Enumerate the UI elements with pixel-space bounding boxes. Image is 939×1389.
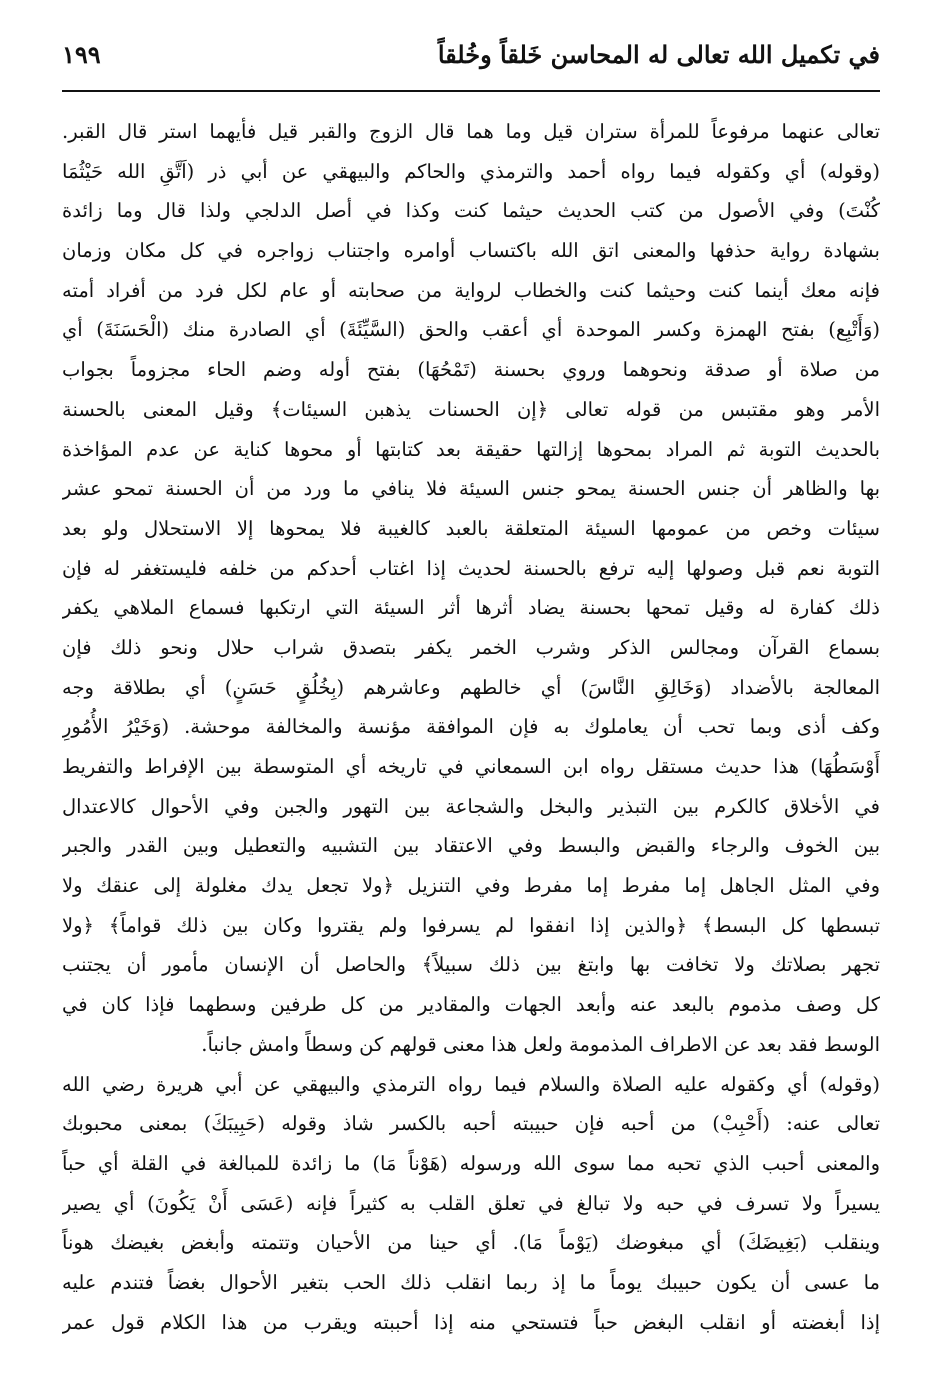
text-line: في الأخلاق كالكرم بين التبذير والبخل والشجاعة بين التهور والجبن وفي الأحوال كالاعتدال bbox=[62, 794, 880, 818]
text-line: كل وصف مذموم بالبعد عنه وأبعد الجهات والمقادير من كل طرفين وسطهما فإذا كان في bbox=[62, 993, 880, 1017]
text-line: أَوْسَطُهَا) هذا حديث مستقل رواه ابن السمعاني في تاريخه أي المتوسطة بين الإفراط والتفريط bbox=[62, 755, 880, 778]
page-number: ١٩٩ bbox=[62, 40, 101, 69]
text-line: من صلاة أو صدقة ونحوهما وروي بحسنة (تَمْحُهَا) بفتح أوله وضم الحاء مجزوماً بجواب bbox=[62, 358, 880, 382]
body-text bbox=[62, 112, 880, 1342]
text-line: بشهادة رواية حذفها والمعنى اتق الله باكتساب أوامره واجتناب زواجره في كل مكان وزمان bbox=[62, 239, 880, 263]
text-line: إذا أبغضته أو انقلب البغض حباً فتستحي منه إذا أحببته ويقرب من هذا الكلام قول عمر bbox=[62, 1310, 880, 1334]
text-line: وفي المثل الجاهل إما مفرط إما مفرط وفي التنزيل ﴿ولا تجعل يدك مغلولة إلى عنقك ولا bbox=[62, 874, 880, 898]
text-line: سيئات وخص من عمومها السيئة المتعلقة بالعبد كالغيبة فلا يمحوها إلا الاستحلال ولو بعد bbox=[62, 516, 880, 540]
text-line: التوبة نعم قبل وصولها إليه ترفع بالحسنة لحديث إذا اغتاب أحدكم من خلفه فليستغفر له فإن bbox=[62, 556, 880, 580]
text-line: يسيراً ولا تسرف في حبه ولا تبالغ في تعلق القلب به كثيراً فإنه (عَسَى أَنْ يَكُونَ) أي يصير bbox=[62, 1191, 880, 1215]
text-line: ذلك كفارة له وقيل تمحها بحسنة يضاد أثرها أثر السيئة التي ارتكبها فسماع الملاهي يكفر bbox=[62, 596, 880, 620]
text-line: تعالى عنهما مرفوعاً للمرأة ستران قيل وما هما قال الزوج والقبر قيل فأيهما استر قال القبر. bbox=[62, 120, 880, 143]
book-page bbox=[62, 28, 880, 1368]
text-line: كُنْتَ) وفي الأصول من كتب الحديث حيثما كنت وكذا في أصل الدلجي ولذا قال وما زائدة bbox=[62, 199, 880, 223]
text-line: والمعنى أحبب الذي تحبه مما سوى الله ورسوله (هَوْناً مَا) ما زائدة للمبالغة في القلة أي حباً bbox=[62, 1151, 880, 1175]
text-line: تجهر بصلاتك ولا تخافت بها وابتغ بين ذلك سبيلاً﴾ والحاصل أن الإنسان مأمور أن يجتنب bbox=[62, 953, 880, 977]
text-line: الأمر وهو مقتبس من قوله تعالى ﴿إن الحسنات يذهبن السيئات﴾ وقيل المعنى بالحسنة bbox=[62, 397, 880, 421]
text-line: وينقلب (بَغِيضَكَ) أي مبغوضك (يَوْماً مَا). أي حينا من الأحيان وتتمته وأبغض بغيضك هوناً bbox=[62, 1231, 880, 1255]
text-line: المعالجة بالأضداد (وَخَالِقِ النَّاسَ) أي خالطهم وعاشرهم (بِخُلُقٍ حَسَنٍ) أي بطلاقة وجه bbox=[62, 675, 880, 699]
text-line: بين الخوف والرجاء والقبض والبسط وفي الاعتقاد بين التشبيه والتعطيل وبين القدر والجبر bbox=[62, 834, 880, 858]
text-line: (وَأَتْبِع) بفتح الهمزة وكسر الموحدة أي أعقب والحق (السَّيِّئَةَ) أي الصادرة منك (الْحَسَنَةَ) أي bbox=[62, 318, 880, 342]
text-line: وكف أذى وبما تحب أن يعاملوك به فإن الموافقة مؤنسة والمخالفة موحشة. (وَخَيْرُ الأُمُورِ bbox=[62, 715, 880, 739]
text-line: تعالى عنه: (أَحْبِبْ) من أحبه فإن حبيبته أحبه بالكسر شاذ وقوله (حَبِيبَكَ) بمعنى محبوبك bbox=[62, 1112, 880, 1136]
text-line: (وقوله) أي وكقوله فيما رواه أحمد والترمذي والحاكم والبيهقي عن أبي ذر (اَتَّقِ الله حَيْثُمَا bbox=[62, 159, 880, 183]
text-line: ما عسى أن يكون حبيبك يوماً ما إذ ربما انقلب ذلك الحب بتغير الأحوال بغضاً فتندم عليه bbox=[62, 1270, 880, 1294]
text-line: بها والظاهر أن جنس الحسنة يمحو جنس السيئة فلا ينافي ما ورد من أن الحسنة تمحو عشر bbox=[62, 477, 880, 501]
text-line: (وقوله) أي وكقوله عليه الصلاة والسلام فيما رواه الترمذي والبيهقي عن أبي هريرة رضي الله bbox=[62, 1072, 880, 1096]
text-line: بسماع القرآن ومجالس الذكر وشرب الخمر يكفر بتصدق شراب حلال ونحو ذلك فإن bbox=[62, 635, 880, 659]
text-line: فإنه معك أينما كنت وحيثما كنت والخطاب لرواية من صحابته أو عام لكل فرد من أفراد أمته bbox=[62, 278, 880, 302]
text-line: تبسطها كل البسط﴾ ﴿والذين إذا انفقوا لم يسرفوا ولم يقتروا وكان بين ذلك قواماً﴾ ﴿ولا bbox=[62, 913, 880, 937]
running-header bbox=[62, 28, 880, 92]
text-line: بالحديث التوبة ثم المراد بمحوها إزالتها حقيقة بعد كتابتها أو محوها كناية عن عدم المؤاخذة bbox=[62, 437, 880, 461]
chapter-title: في تكميل الله تعالى له المحاسن خَلقاً وخُلقاً bbox=[437, 40, 880, 69]
text-line: الوسط فقد بعد عن الاطراف المذمومة ولعل هذا معنى قولهم كن وسطاً وامش جانباً. bbox=[201, 1032, 880, 1056]
